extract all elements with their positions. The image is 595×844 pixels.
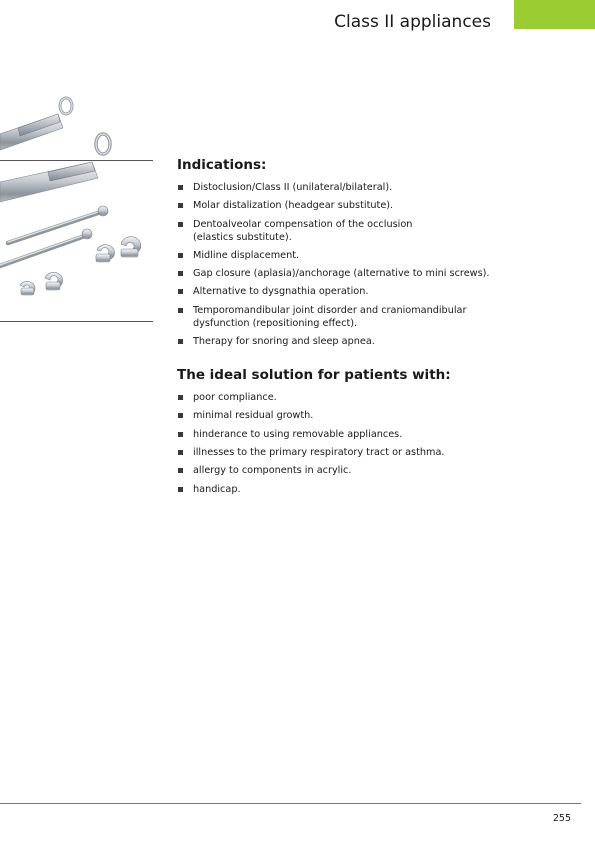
chapter-color-tab: [514, 0, 595, 29]
split-ring-connectors: [20, 237, 141, 295]
list-item: [177, 483, 587, 496]
bullet-square-icon: [178, 185, 183, 190]
list-item: [177, 267, 587, 280]
item-text: Molar distalization (headgear substitute).: [193, 200, 394, 212]
page-number: 255: [552, 813, 571, 824]
herbst-appliance-parts-illustration: [0, 90, 155, 320]
item-text: Distoclusion/Class II (unilateral/bilateral).: [193, 182, 393, 193]
item-text: hinderance to using removable appliances.: [193, 428, 403, 440]
divider-footer: [0, 803, 581, 804]
item-text: Therapy for snoring and sleep apnea.: [193, 336, 375, 348]
bullet-square-icon: [178, 308, 183, 313]
list-item: [177, 391, 587, 404]
item-text: handicap.: [193, 483, 241, 495]
item-text: allergy to components in acrylic.: [193, 465, 352, 477]
bullet-square-icon: [178, 395, 183, 400]
list-item: [177, 249, 587, 262]
indications-list: [177, 181, 587, 348]
item-text: Dentoalveolar compensation of the occlusion: [193, 218, 413, 230]
item-text: illnesses to the primary respiratory tract or asthma.: [193, 446, 445, 458]
indications-heading: Indications:: [177, 157, 267, 173]
item-text: poor compliance.: [193, 392, 277, 404]
list-item: [177, 199, 587, 212]
list-item: [177, 181, 587, 194]
list-item: [177, 285, 587, 298]
bullet-square-icon: [178, 432, 183, 437]
bullet-square-icon: [178, 450, 183, 455]
item-text-continued: dysfunction (repositioning effect).: [193, 317, 358, 329]
ideal-solution-list: [177, 391, 587, 495]
bullet-square-icon: [178, 203, 183, 208]
bullet-square-icon: [178, 271, 183, 276]
telescope-tube-upper: [0, 98, 72, 150]
bullet-square-icon: [178, 487, 183, 492]
item-text: Alternative to dysgnathia operation.: [193, 286, 369, 298]
bullet-square-icon: [178, 413, 183, 418]
item-text: Gap closure (aplasia)/anchorage (alternative to mini screws).: [193, 268, 490, 280]
page-title: Class II appliances: [334, 12, 491, 32]
bullet-square-icon: [178, 339, 183, 344]
bullet-square-icon: [178, 253, 183, 258]
pivot-rod-2: [0, 229, 92, 266]
item-text: Midline displacement.: [193, 249, 300, 261]
pivot-rod-1: [8, 206, 108, 243]
list-item: [177, 446, 587, 459]
ideal-solution-heading: The ideal solution for patients with:: [177, 367, 451, 384]
bullet-square-icon: [178, 289, 183, 294]
list-item: [177, 304, 587, 330]
list-item: [177, 464, 587, 477]
item-text: Temporomandibular joint disorder and craniomandibular: [193, 304, 467, 316]
item-text: minimal residual growth.: [193, 410, 314, 422]
list-item: [177, 409, 587, 422]
bullet-square-icon: [178, 468, 183, 473]
list-item: [177, 428, 587, 441]
bullet-square-icon: [178, 222, 183, 227]
divider-middle: [0, 321, 153, 322]
list-item: [177, 335, 587, 348]
item-text-continued: (elastics substitute).: [193, 231, 292, 243]
list-item: [177, 218, 587, 244]
